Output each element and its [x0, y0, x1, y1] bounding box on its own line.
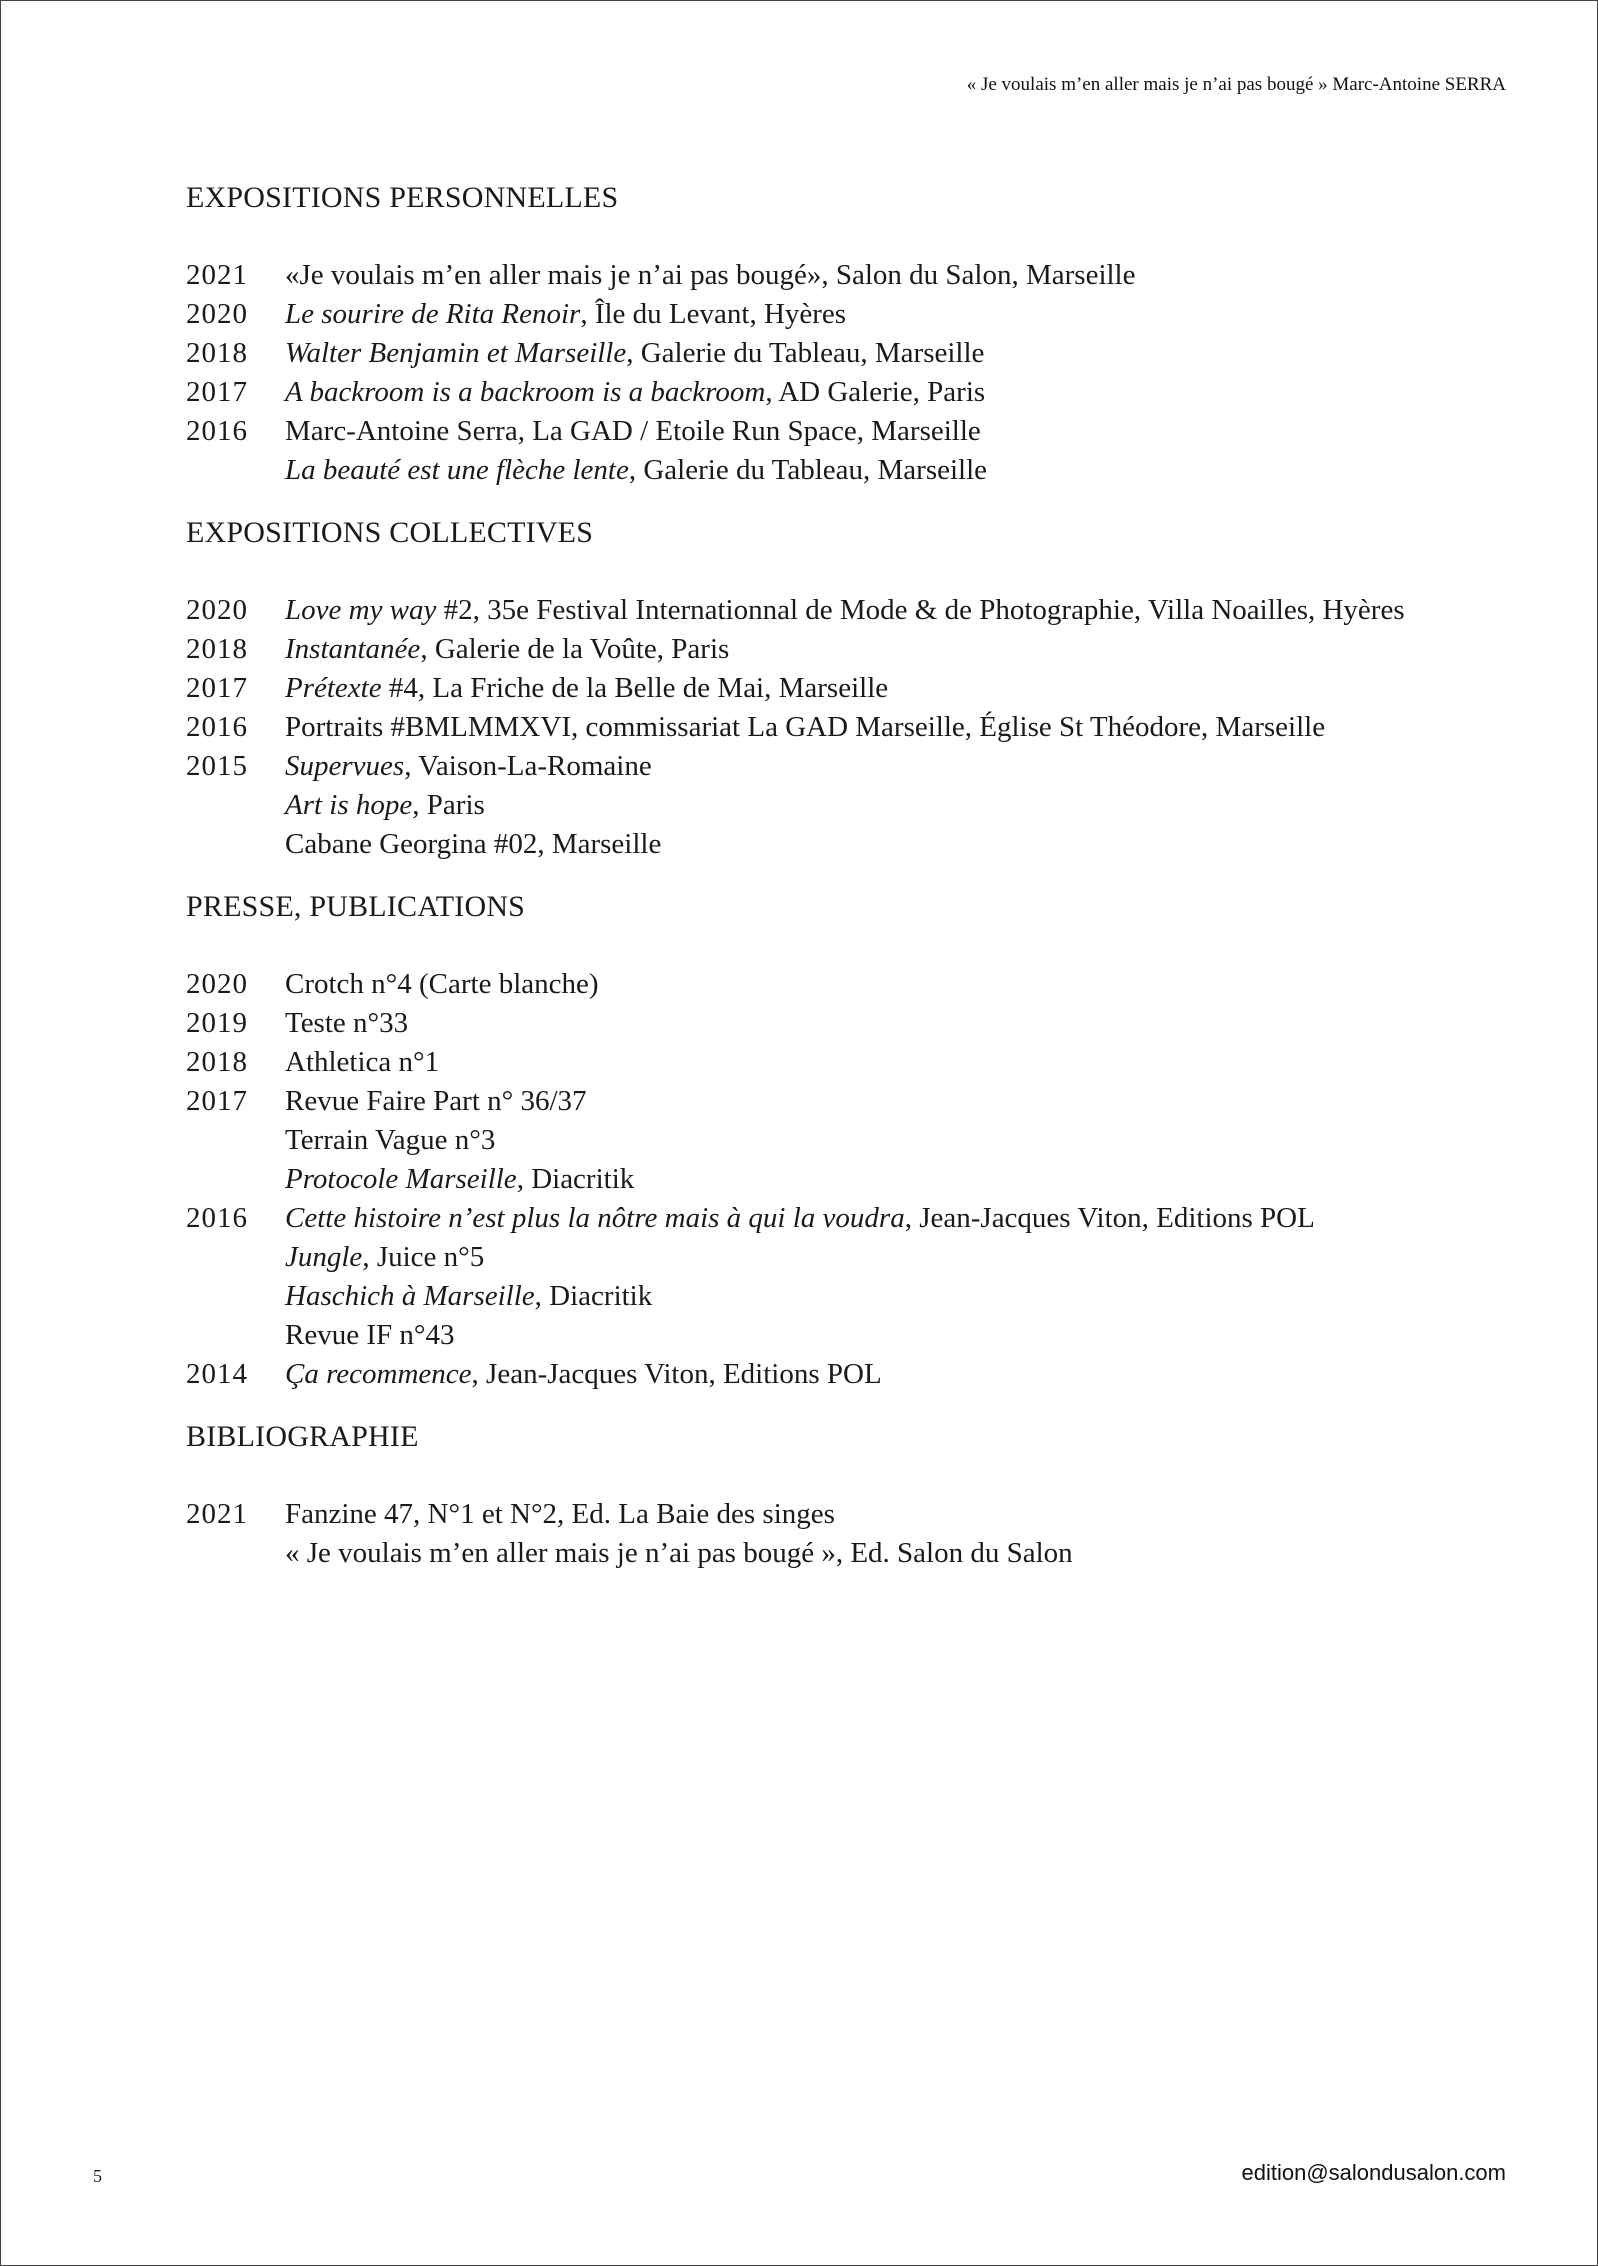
- entry-line: [285, 1004, 408, 1043]
- entry-text: Athletica n°1: [285, 1046, 440, 1078]
- entry-title-italic: Cette histoire n’est plus la nôtre mais à qui la voudra: [285, 1202, 905, 1234]
- entry-text: Portraits #BMLMMXVI, commissariat La GAD Marseille, Église St Théodore, Marseille: [285, 711, 1326, 743]
- entry-title-italic: Haschich à Marseille: [285, 1280, 535, 1312]
- entry-row: [186, 1495, 1486, 1573]
- entry-title-italic: Ça recommence: [285, 1358, 472, 1390]
- entry-line: [285, 1355, 882, 1394]
- entry-row: [186, 1043, 1486, 1082]
- entry-line: [285, 1277, 1315, 1316]
- entry-lines: [285, 708, 1325, 747]
- entry-text: , Galerie du Tableau, Marseille: [628, 454, 988, 486]
- entry-lines: [285, 1082, 634, 1199]
- entry-line: [285, 747, 661, 786]
- entry-line: [285, 1043, 439, 1082]
- entry-lines: [285, 591, 1405, 630]
- entry-year: 2020: [186, 968, 248, 1000]
- entry-year: 2016: [186, 711, 248, 743]
- entry-text: , Juice n°5: [362, 1241, 485, 1273]
- section-title: EXPOSITIONS PERSONNELLES: [186, 181, 619, 214]
- entry-row: [186, 965, 1486, 1004]
- entry-year: 2021: [186, 259, 248, 291]
- entry-text: , Vaison-La-Romaine: [404, 750, 652, 782]
- entry-row: [186, 630, 1486, 669]
- section-expositions-personnelles: [186, 178, 1486, 490]
- entry-line: [285, 786, 661, 825]
- entry-row: [186, 295, 1486, 334]
- entry-lines: [285, 295, 846, 334]
- cv-content: [186, 178, 1486, 1596]
- entry-line: [285, 412, 987, 451]
- entry-lines: [285, 1004, 408, 1043]
- entry-lines: [285, 1355, 882, 1394]
- entry-year: 2018: [186, 1046, 248, 1078]
- entry-year: 2020: [186, 594, 248, 626]
- entry-row: [186, 334, 1486, 373]
- entry-lines: [285, 747, 661, 864]
- entry-text: #2, 35e Festival Internationnal de Mode & de Photographie, Villa Noailles, Hyères: [436, 594, 1405, 626]
- running-title: « Je voulais m’en aller mais je n’ai pas bougé » Marc-Antoine SERRA: [966, 74, 1506, 95]
- entry-title-italic: Supervues: [285, 750, 405, 782]
- entry-title-italic: Art is hope: [285, 789, 413, 821]
- entry-text: Teste n°33: [285, 1007, 409, 1039]
- entry-year: 2018: [186, 633, 248, 665]
- entry-line: [285, 1082, 634, 1121]
- entry-year: 2015: [186, 750, 248, 782]
- entry-row: [186, 412, 1486, 490]
- entry-text: « Je voulais m’en aller mais je n’ai pas bougé », Ed. Salon du Salon: [285, 1537, 1073, 1569]
- entry-row: [186, 256, 1486, 295]
- entry-year: 2019: [186, 1007, 248, 1039]
- entry-year: 2016: [186, 1202, 248, 1234]
- entry-text: «Je voulais m’en aller mais je n’ai pas bougé»: [285, 259, 822, 291]
- entry-title-italic: Love my way: [285, 594, 437, 626]
- entry-line: [285, 334, 984, 373]
- entry-text: , Jean-Jacques Viton, Editions POL: [471, 1358, 882, 1390]
- entry-text: Fanzine 47, N°1 et N°2, Ed. La Baie des singes: [285, 1498, 835, 1530]
- entry-line: [285, 256, 1136, 295]
- section-title: PRESSE, PUBLICATIONS: [186, 890, 526, 923]
- entry-text: Cabane Georgina #02, Marseille: [285, 828, 662, 860]
- entry-lines: [285, 965, 599, 1004]
- entry-line: [285, 669, 888, 708]
- entry-text: Revue Faire Part n° 36/37: [285, 1085, 587, 1117]
- entry-line: [285, 591, 1405, 630]
- page-number: 5: [93, 2166, 102, 2186]
- entry-title-italic: A backroom is a backroom is a backroom: [285, 376, 766, 408]
- entry-text: #4, La Friche de la Belle de Mai, Marseille: [381, 672, 889, 704]
- entry-row: [186, 591, 1486, 630]
- entry-lines: [285, 412, 987, 490]
- entry-title-italic: Prétexte: [285, 672, 382, 704]
- entry-row: [186, 1082, 1486, 1199]
- entry-line: [285, 708, 1325, 747]
- entry-text: , Galerie de la Voûte, Paris: [420, 633, 730, 665]
- entry-line: [285, 1534, 1073, 1573]
- entry-text: , Salon du Salon, Marseille: [821, 259, 1136, 291]
- entry-row: [186, 373, 1486, 412]
- entry-title-italic: Instantanée: [285, 633, 421, 665]
- entry-text: , Jean-Jacques Viton, Editions POL: [904, 1202, 1315, 1234]
- entry-title-italic: La beauté est une flèche lente: [285, 454, 629, 486]
- entry-line: [285, 1495, 1073, 1534]
- entry-title-italic: Protocole Marseille: [285, 1163, 517, 1195]
- entry-year: 2017: [186, 376, 248, 408]
- entry-row: [186, 1004, 1486, 1043]
- section-bibliographie: [186, 1417, 1486, 1573]
- entry-row: [186, 669, 1486, 708]
- entry-text: , Paris: [412, 789, 485, 821]
- entry-lines: [285, 1043, 439, 1082]
- entry-line: [285, 1316, 1315, 1355]
- section-presse-publications: [186, 887, 1486, 1394]
- entry-line: [285, 1121, 634, 1160]
- entry-line: [285, 295, 846, 334]
- entry-title-italic: Jungle: [285, 1241, 363, 1273]
- entry-row: [186, 708, 1486, 747]
- entry-year: 2016: [186, 415, 248, 447]
- entry-title-italic: Walter Benjamin et Marseille: [285, 337, 627, 369]
- entry-row: [186, 747, 1486, 864]
- entry-year: 2020: [186, 298, 248, 330]
- entry-row: [186, 1355, 1486, 1394]
- entry-text: , Galerie du Tableau, Marseille: [626, 337, 985, 369]
- entry-line: [285, 1160, 634, 1199]
- entry-text: , Diacritik: [516, 1163, 635, 1195]
- section-title: EXPOSITIONS COLLECTIVES: [186, 516, 594, 549]
- entry-text: Crotch n°4 (Carte blanche): [285, 968, 599, 1000]
- section-title: BIBLIOGRAPHIE: [186, 1420, 419, 1453]
- entry-line: [285, 1199, 1315, 1238]
- entry-text: Terrain Vague n°3: [285, 1124, 496, 1156]
- entry-line: [285, 825, 661, 864]
- entry-text: , Diacritik: [534, 1280, 653, 1312]
- entry-lines: [285, 373, 985, 412]
- entry-lines: [285, 334, 984, 373]
- entry-year: 2014: [186, 1358, 248, 1390]
- entry-line: [285, 373, 985, 412]
- entry-text: Revue IF n°43: [285, 1319, 455, 1351]
- entry-lines: [285, 1199, 1315, 1355]
- entry-lines: [285, 1495, 1073, 1573]
- entry-line: [285, 965, 599, 1004]
- entry-line: [285, 1238, 1315, 1277]
- contact-email[interactable]: edition@salondusalon.com: [1241, 2160, 1506, 2185]
- entry-year: 2017: [186, 672, 248, 704]
- entry-title-italic: Le sourire de Rita Renoir: [285, 298, 581, 330]
- entry-year: 2018: [186, 337, 248, 369]
- entry-line: [285, 451, 987, 490]
- entry-text: Marc-Antoine Serra, La GAD / Etoile Run Space, Marseille: [285, 415, 981, 447]
- entry-text: , AD Galerie, Paris: [765, 376, 986, 408]
- entry-year: 2021: [186, 1498, 248, 1530]
- entry-row: [186, 1199, 1486, 1355]
- entry-text: , Île du Levant, Hyères: [580, 298, 847, 330]
- entry-year: 2017: [186, 1085, 248, 1117]
- entry-lines: [285, 669, 888, 708]
- entry-line: [285, 630, 729, 669]
- section-expositions-collectives: [186, 513, 1486, 864]
- entry-lines: [285, 630, 729, 669]
- entry-lines: [285, 256, 1136, 295]
